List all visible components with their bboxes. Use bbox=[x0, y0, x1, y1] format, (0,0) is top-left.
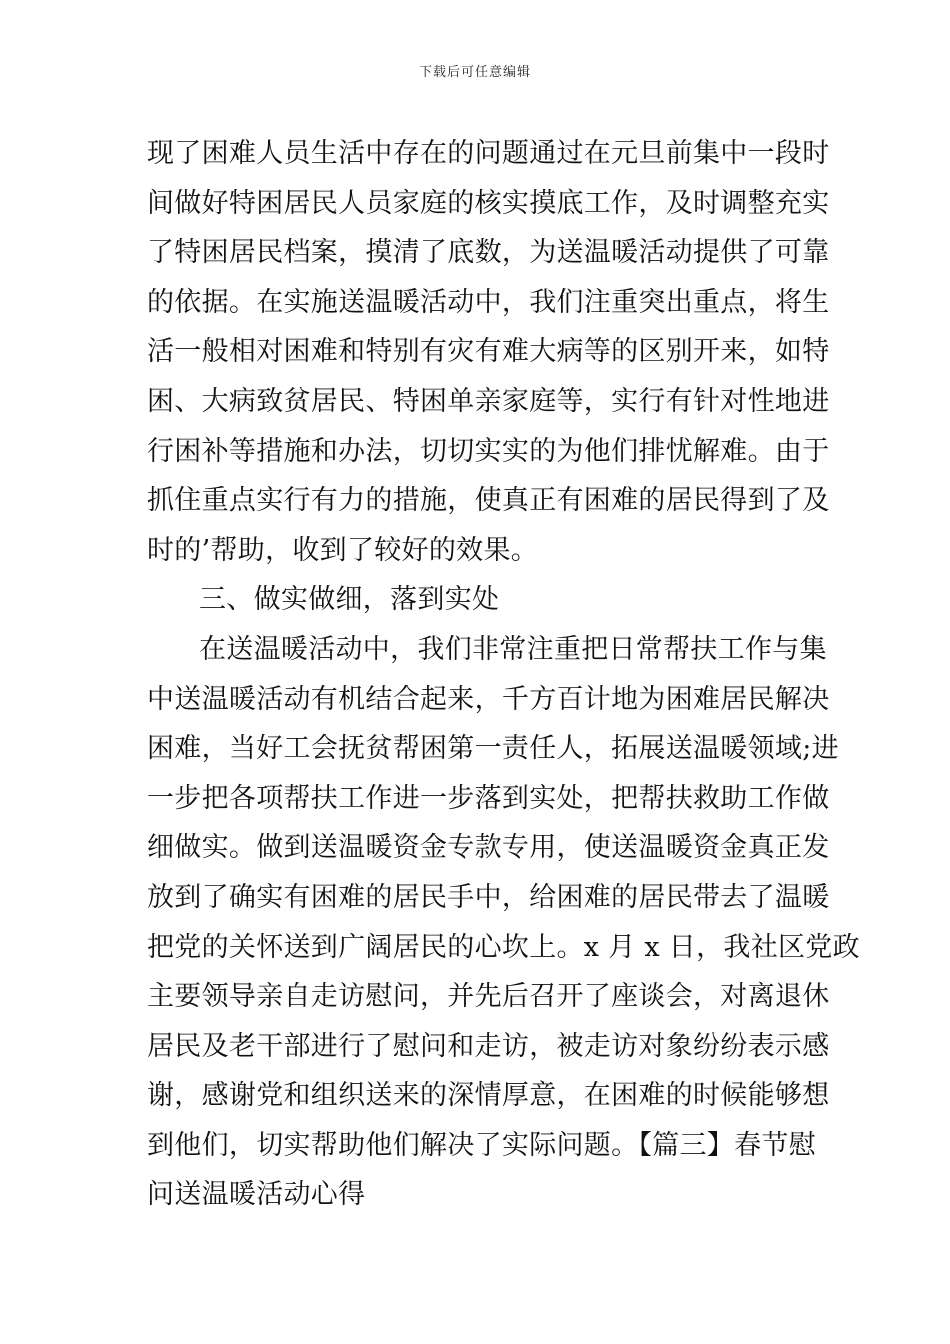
text-line: 现了困难人员生活中存在的问题通过在元旦前集中一段时 bbox=[147, 138, 830, 169]
text-line: 问送温暖活动心得 bbox=[147, 1179, 366, 1211]
text-line: 放到了确实有困难的居民手中，给困难的居民带去了温暖 bbox=[147, 881, 830, 913]
section-heading: 三、做实做细，落到实处 bbox=[199, 584, 500, 616]
text-line: 把党的关怀送到广阔居民的心坎上。x 月 x 日，我社区党政 bbox=[147, 931, 860, 963]
text-line: 困、大病致贫居民、特困单亲家庭等，实行有针对性地进 bbox=[147, 385, 830, 417]
text-line: 了特困居民档案，摸清了底数，为送温暖活动提供了可靠 bbox=[147, 237, 830, 269]
text-line: 活一般相对困难和特别有灾有难大病等的区别开来，如特 bbox=[147, 336, 830, 368]
text-line: 时的’帮助，收到了较好的效果。 bbox=[147, 534, 539, 566]
text-line: 中送温暖活动有机结合起来，千方百计地为困难居民解决 bbox=[147, 683, 830, 715]
text-line: 间做好特困居民人员家庭的核实摸底工作，及时调整充实 bbox=[147, 187, 830, 219]
text-line: 居民及老干部进行了慰问和走访，被走访对象纷纷表示感 bbox=[147, 1030, 830, 1062]
document-body bbox=[147, 129, 860, 1220]
text-line: 行困补等措施和办法，切切实实的为他们排忧解难。由于 bbox=[147, 435, 830, 467]
text-line: 到他们，切实帮助他们解决了实际问题。【篇三】春节慰 bbox=[147, 1129, 816, 1161]
text-line: 在送温暖活动中，我们非常注重把日常帮扶工作与集 bbox=[199, 633, 827, 665]
text-line: 抓住重点实行有力的措施，使真正有困难的居民得到了及 bbox=[147, 485, 830, 517]
text-line: 困难，当好工会抚贫帮困第一责任人，拓展送温暖领域;进 bbox=[147, 733, 839, 765]
text-line: 主要领导亲自走访慰问，并先后召开了座谈会，对离退休 bbox=[147, 981, 830, 1013]
text-line: 的依据。在实施送温暖活动中，我们注重突出重点，将生 bbox=[147, 286, 830, 318]
page-header: 下载后可任意编辑 bbox=[418, 65, 531, 80]
text-line: 一步把各项帮扶工作进一步落到实处，把帮扶救助工作做 bbox=[147, 782, 830, 814]
text-line: 谢，感谢党和组织送来的深情厚意，在困难的时候能够想 bbox=[147, 1080, 830, 1112]
text-line: 细做实。做到送温暖资金专款专用，使送温暖资金真正发 bbox=[147, 832, 830, 864]
